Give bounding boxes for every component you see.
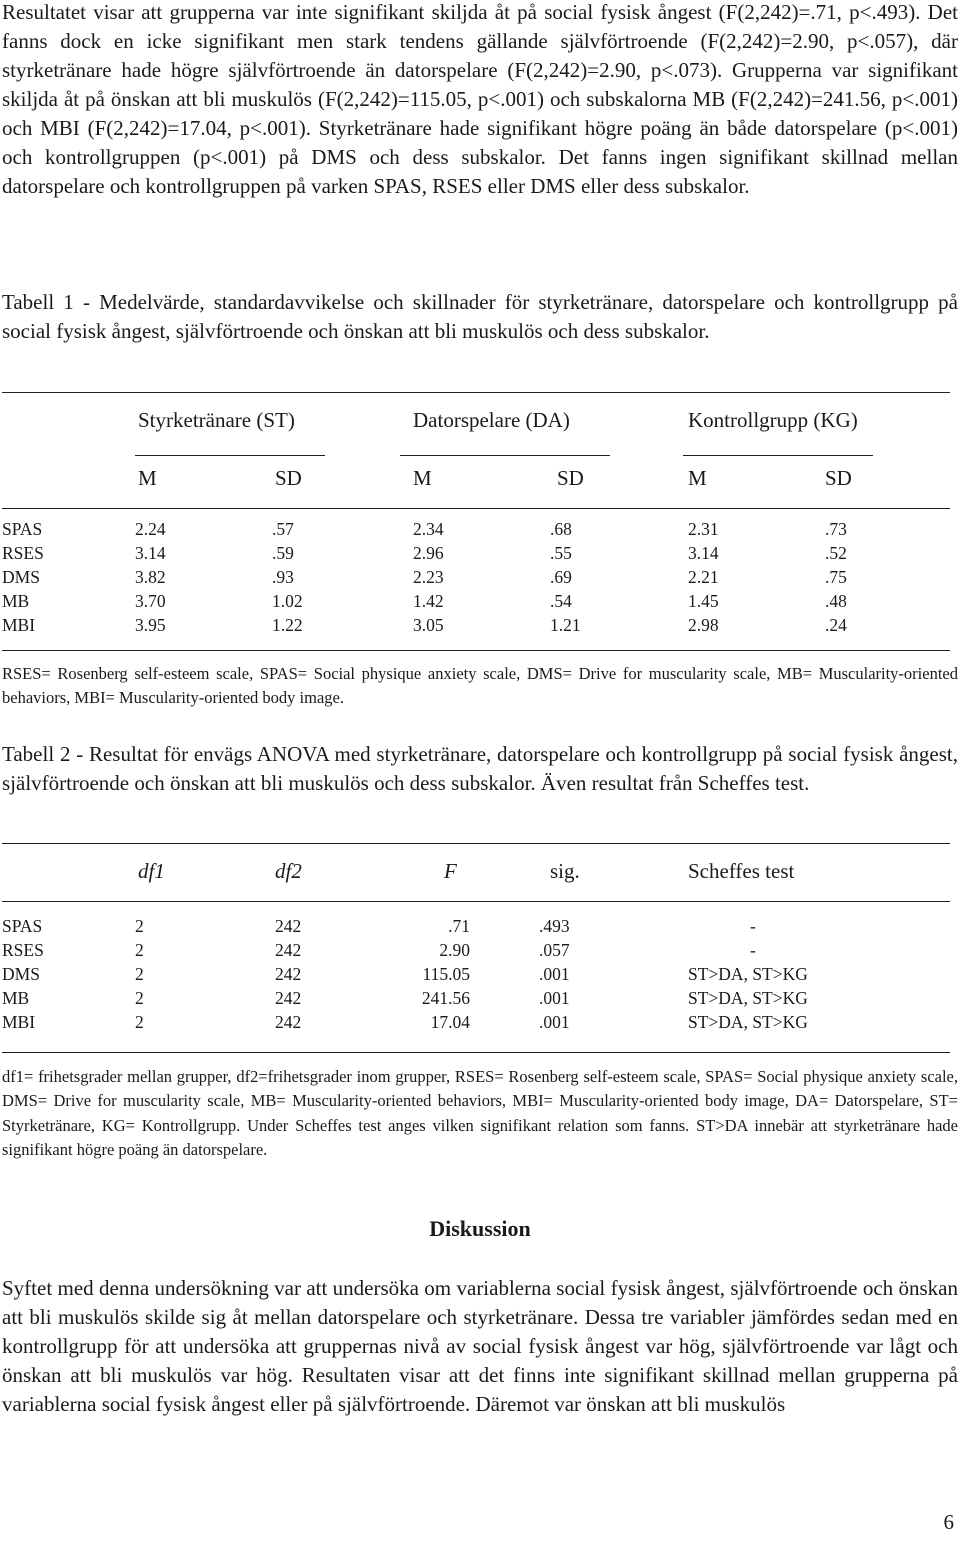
table2-bottom-rule xyxy=(2,1052,950,1053)
table2-header-f: F xyxy=(444,859,457,883)
cell: .24 xyxy=(825,615,847,635)
cell: 1.21 xyxy=(550,615,581,635)
cell: .55 xyxy=(550,543,572,563)
table1-subheader: M xyxy=(413,466,432,490)
cell: 1.42 xyxy=(413,591,444,611)
table2-top-rule xyxy=(2,843,950,844)
table2-caption: Tabell 2 - Resultat för envägs ANOVA med styrketränare, datorspelare och kontrollgrupp på social fysisk ångest, självförtroende och önskan att bli muskulös och dess subskalor. Även resultat från Scheffes test. xyxy=(2,742,958,795)
cell: 2 xyxy=(135,964,144,984)
cell: 2.23 xyxy=(413,567,444,587)
table1-subheader: SD xyxy=(557,466,584,490)
cell: 2 xyxy=(135,940,144,960)
cell: .57 xyxy=(272,519,294,539)
cell: .001 xyxy=(539,988,570,1008)
table1-top-rule xyxy=(2,392,950,393)
table1-caption: Tabell 1 - Medelvärde, standardavvikelse och skillnader för styrketränare, datorspelare och kontrollgrupp på social fysisk ångest, självförtroende och önskan att bli muskulös och dess subskalor. xyxy=(2,290,958,343)
cell: 3.82 xyxy=(135,567,166,587)
table-row xyxy=(0,613,960,637)
table1-group-st: Styrketränare (ST) xyxy=(138,408,295,432)
table2-header-df1: df1 xyxy=(138,859,165,883)
row-label: DMS xyxy=(2,964,40,984)
cell: .68 xyxy=(550,519,572,539)
cell: 2.98 xyxy=(688,615,719,635)
cell: 2.31 xyxy=(688,519,719,539)
row-label: MBI xyxy=(2,1012,36,1032)
table1-subheader: SD xyxy=(275,466,302,490)
table-row xyxy=(0,517,960,541)
cell: 242 xyxy=(275,964,302,984)
cell: .001 xyxy=(539,964,570,984)
row-label: MB xyxy=(2,988,30,1008)
table1-group-da-underline xyxy=(400,455,610,456)
cell: .59 xyxy=(272,543,294,563)
cell: 1.02 xyxy=(272,591,303,611)
table2-header-df2: df2 xyxy=(275,859,302,883)
table2-header-scheffe: Scheffes test xyxy=(688,859,795,883)
cell: .493 xyxy=(539,916,570,936)
row-label: MB xyxy=(2,591,30,611)
cell: 2 xyxy=(135,916,144,936)
cell: 2 xyxy=(135,988,144,1008)
table2-header-rule xyxy=(2,901,950,902)
cell: 241.56 xyxy=(421,988,470,1008)
cell: ST>DA, ST>KG xyxy=(688,964,808,984)
cell: 115.05 xyxy=(422,964,470,984)
cell: 242 xyxy=(275,916,302,936)
table-row xyxy=(0,565,960,589)
table1-group-kg-underline xyxy=(683,455,873,456)
cell: .69 xyxy=(550,567,572,587)
discussion-heading: Diskussion xyxy=(429,1216,531,1241)
row-label: SPAS xyxy=(2,916,43,936)
table1-bottom-rule xyxy=(2,650,950,651)
cell: 3.14 xyxy=(135,543,166,563)
table1-group-da: Datorspelare (DA) xyxy=(413,408,570,432)
table1-subheader: SD xyxy=(825,466,852,490)
cell: 3.70 xyxy=(135,591,166,611)
table1-group-kg: Kontrollgrupp (KG) xyxy=(688,408,858,432)
cell: .75 xyxy=(825,567,847,587)
cell: .001 xyxy=(539,1012,570,1032)
cell: .93 xyxy=(272,567,294,587)
table-row xyxy=(0,914,960,938)
cell: 2.21 xyxy=(688,567,719,587)
table1-subheader: M xyxy=(688,466,707,490)
cell: 1.22 xyxy=(272,615,303,635)
table2-header-sig: sig. xyxy=(550,859,580,883)
cell: 2 xyxy=(135,1012,144,1032)
cell: 1.45 xyxy=(688,591,719,611)
cell: 3.14 xyxy=(688,543,719,563)
row-label: DMS xyxy=(2,567,40,587)
table-row xyxy=(0,938,960,962)
table-row xyxy=(0,589,960,613)
row-label: SPAS xyxy=(2,519,43,539)
cell: 242 xyxy=(275,940,302,960)
cell: 3.95 xyxy=(135,615,166,635)
cell: - xyxy=(750,940,756,960)
row-label: MBI xyxy=(2,615,36,635)
table1-note: RSES= Rosenberg self-esteem scale, SPAS= Social physique anxiety scale, DMS= Drive for muscularity scale, MB= Muscularity-oriented behaviors, MBI= Muscularity-oriented body image. xyxy=(2,664,958,708)
cell: 2.96 xyxy=(413,543,444,563)
cell: ST>DA, ST>KG xyxy=(688,988,808,1008)
cell: .057 xyxy=(539,940,570,960)
intro-paragraph: Resultatet visar att grupperna var inte signifikant skiljda åt på social fysisk ångest (F(2,242)=.71, p<.493). Det fanns dock en icke signifikant men stark tendens gällande självförtroende (F(2,242)=2.90, p<.057), där styrketränare hade högre självförtroende än datorspelare (F(2,242)=2.90, p<.073). Grupperna var signifikant skiljda åt på önskan att bli muskulös (F(2,242)=115.05, p<.001) och subskalorna MB (F(2,242)=241.56, p<.001) och MBI (F(2,242)=17.04, p<.001). Styrketränare hade signifikant högre poäng än både datorspelare (p<.001) och kontrollgruppen (p<.001) på DMS och dess subskalor. Det fanns ingen signifikant skillnad mellan datorspelare och kontrollgruppen på varken SPAS, RSES eller DMS eller dess subskalor. xyxy=(2,0,958,198)
table-row xyxy=(0,962,960,986)
cell: .54 xyxy=(550,591,572,611)
cell: .52 xyxy=(825,543,847,563)
table1-subheader: M xyxy=(138,466,157,490)
cell: 2.90 xyxy=(439,940,470,960)
page-number: 6 xyxy=(943,1510,954,1534)
cell: 2.24 xyxy=(135,519,166,539)
table2-note: df1= frihetsgrader mellan grupper, df2=frihetsgrader inom grupper, RSES= Rosenberg self-esteem scale, SPAS= Social physique anxiety scale, DMS= Drive for muscularity scale, MB= Muscularity-oriented behaviors, MBI= Muscularity-oriented body image, DA= Datorspelare, ST= Styrketränare, KG= Kontrollgrupp. Under Scheffes test anges vilken signifikant relation som fanns. ST>DA innebär att styrketränare hade signifikant högre poäng än datorspelare. xyxy=(2,1067,958,1159)
table-row xyxy=(0,541,960,565)
table1-header-rule xyxy=(2,508,950,509)
cell: 242 xyxy=(275,988,302,1008)
row-label: RSES xyxy=(2,543,44,563)
table1-group-st-underline xyxy=(135,455,325,456)
cell: .73 xyxy=(825,519,847,539)
table-row xyxy=(0,986,960,1010)
cell: .48 xyxy=(825,591,847,611)
cell: 17.04 xyxy=(430,1012,470,1032)
cell: - xyxy=(750,916,756,936)
cell: 2.34 xyxy=(413,519,444,539)
cell: .71 xyxy=(448,916,470,936)
row-label: RSES xyxy=(2,940,44,960)
discussion-paragraph: Syftet med denna undersökning var att undersöka om variablerna social fysisk ångest, självförtroende och önskan att bli muskulös skilde sig åt mellan datorspelare och styrketränare. Dessa tre variabler jämfördes sedan med en kontrollgrupp för att undersöka att gruppernas nivå av social fysisk ångest var hög, självförtroende var lågt och önskan att bli muskulös var hög. Resultaten visar att det finns inte signifikant skillnad mellan grupperna på variablerna social fysisk ångest eller på självförtroende. Däremot var önskan att bli muskulös xyxy=(2,1276,958,1416)
cell: 242 xyxy=(275,1012,302,1032)
table-row xyxy=(0,1010,960,1034)
cell: ST>DA, ST>KG xyxy=(688,1012,808,1032)
cell: 3.05 xyxy=(413,615,444,635)
